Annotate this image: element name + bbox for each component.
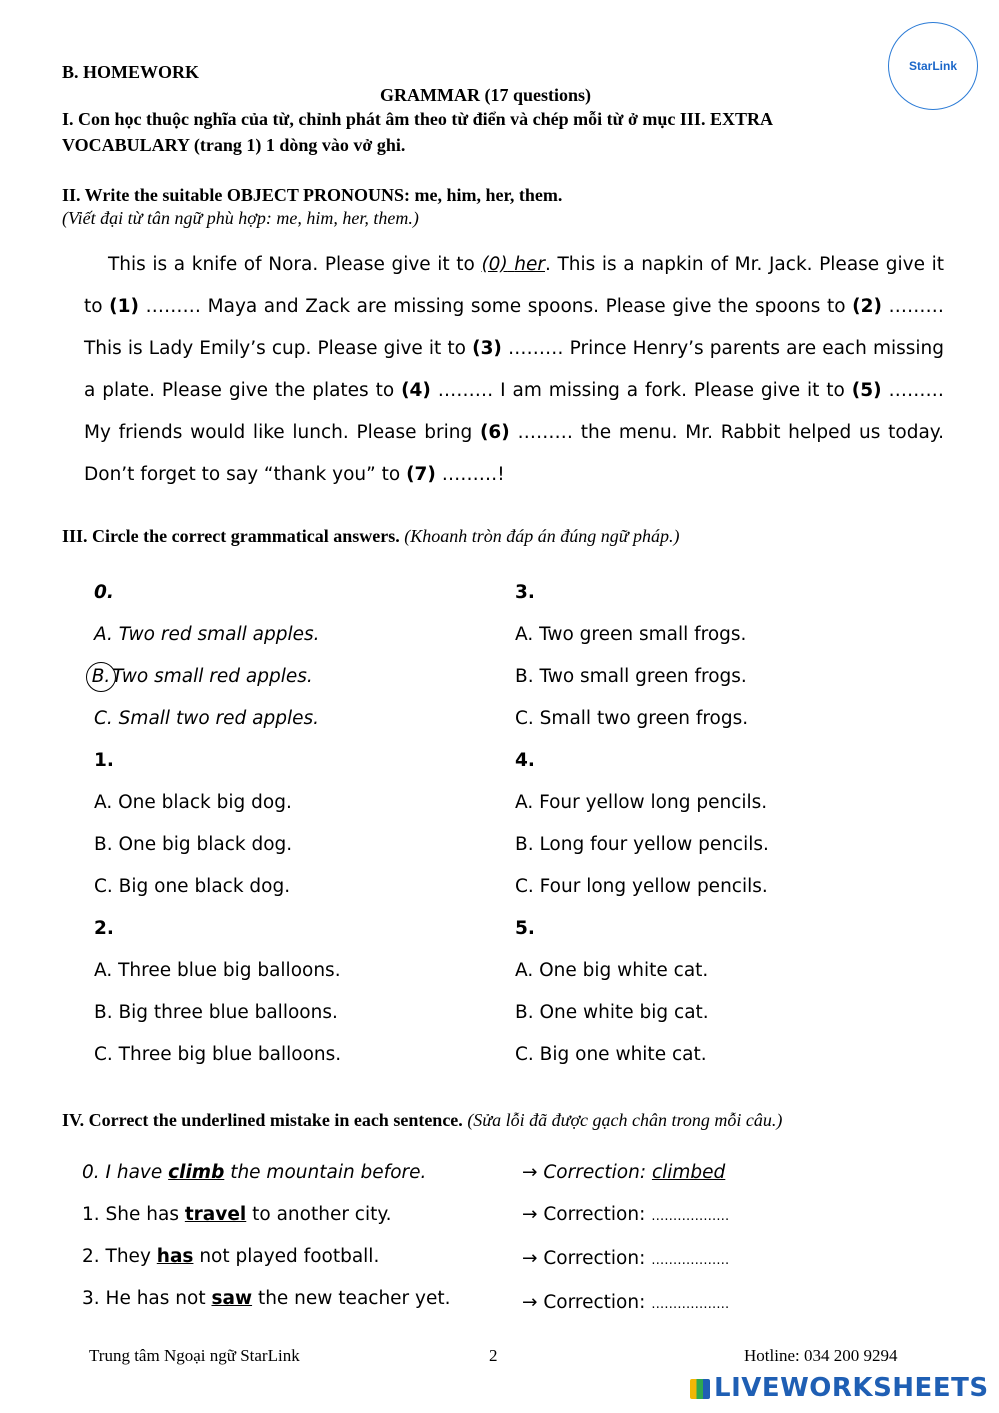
blank-1[interactable]: ……… Maya and Zack are missing some spoons. Please give the spoons to (138, 296, 853, 317)
blank-4[interactable]: ……… I am missing a fork. Please give it to (430, 380, 852, 401)
starlink-logo (888, 22, 978, 110)
corrections (522, 1152, 822, 1326)
section-heading: B. HOMEWORK (62, 62, 200, 82)
mistake-2: has (156, 1246, 194, 1267)
part3-heading: III. Circle the correct grammatical answers. (Khoanh tròn đáp án đúng ngữ pháp.) (62, 526, 680, 546)
q1-option-c[interactable]: C. Big one black dog. (94, 876, 291, 897)
q4-option-c[interactable]: C. Four long yellow pencils. (515, 876, 768, 897)
q4-option-a[interactable]: A. Four yellow long pencils. (515, 792, 768, 813)
q3-option-c[interactable]: C. Small two green frogs. (515, 708, 749, 729)
mistake-sentences (82, 1152, 502, 1320)
q2-option-a[interactable]: A. Three blue big balloons. (94, 960, 341, 981)
blank-2[interactable]: ……… This is Lady Emily’s cup. Please give it to (84, 296, 945, 359)
part1-line2: VOCABULARY (trang 1) 1 dòng vào vở ghi. (62, 135, 406, 155)
logo-text: StarLink (908, 59, 957, 73)
blank-4-label: (4) (401, 380, 431, 401)
correction-1-input[interactable]: ……………… (651, 1209, 730, 1224)
sentence-3: 3. He has not saw the new teacher yet. (82, 1288, 451, 1309)
correction-2-input[interactable]: ……………… (651, 1253, 730, 1268)
blank-2-label: (2) (852, 296, 882, 317)
blank-7[interactable]: ………! (435, 464, 505, 485)
mistake-1: travel (184, 1204, 247, 1225)
part2-title: II. Write the suitable OBJECT PRONOUNS: me, him, her, them. (62, 185, 563, 205)
part4-heading: IV. Correct the underlined mistake in each sentence. (Sửa lỗi đã được gạch chân trong mỗi câu.) (62, 1110, 783, 1130)
correction-2: → Correction: ……………… (522, 1248, 730, 1269)
q5-option-c[interactable]: C. Big one white cat. (515, 1044, 707, 1065)
q3-option-b[interactable]: B. Two small green frogs. (515, 666, 747, 687)
blank-6[interactable]: ……… the menu. Mr. Rabbit helped us today. Don’t forget to say “thank you” to (84, 422, 944, 485)
q0-option-c[interactable]: C. Small two red apples. (94, 708, 319, 729)
blank-7-label: (7) (406, 464, 436, 485)
q5-option-a[interactable]: A. One big white cat. (515, 960, 709, 981)
q3-option-a[interactable]: A. Two green small frogs. (515, 624, 747, 645)
sentence-1: 1. She has travel to another city. (82, 1204, 392, 1225)
q2-option-c[interactable]: C. Three big blue balloons. (94, 1044, 342, 1065)
grammar-title: GRAMMAR (17 questions) (380, 85, 591, 105)
q0-option-b[interactable]: B.Two small red apples. (94, 656, 341, 698)
answer-circle: B. (86, 662, 116, 692)
correction-0: → Correction: climbed (522, 1162, 726, 1183)
liveworksheets-watermark: LIVEWORKSHEETS (690, 1373, 989, 1403)
blank-5[interactable]: ……… My friends would like lunch. Please bring (84, 380, 944, 443)
sentence-2: 2. They has not played football. (82, 1246, 380, 1267)
pronoun-paragraph: This is a knife of Nora. Please give it to (0) her. This is a napkin of Mr. Jack. Please give it to (1) ……… Maya and Zack are missing some spoons. Please give the spoons to (2) ……… This is Lady Emily’s cup. Please give it to (3) ……… Prince Henry’s parents are each missing a plate. Please give the plates to (4) ……… I am missing a fork. Please give it to (5) ……… My friends would like lunch. Please bring (6) ……… the menu. Mr. Rabbit helped us today. Don’t forget to say “thank you” to (7) ………! (84, 254, 945, 485)
part2-subtitle: (Viết đại từ tân ngữ phù hợp: me, him, her, them.) (62, 208, 419, 228)
q1-number: 1. (94, 750, 114, 771)
questions-left-column (91, 572, 342, 1076)
footer-center-name: Trung tâm Ngoại ngữ StarLink (89, 1346, 300, 1365)
liveworksheets-logo-icon (690, 1379, 710, 1399)
q2-option-b[interactable]: B. Big three blue balloons. (94, 1002, 338, 1023)
q4-number: 4. (515, 750, 535, 771)
q5-number: 5. (515, 918, 535, 939)
blank-1-label: (1) (109, 296, 139, 317)
mistake-3: saw (211, 1288, 253, 1309)
footer-page-number: 2 (489, 1346, 498, 1365)
blank-6-label: (6) (479, 422, 510, 443)
q3-number: 3. (515, 582, 535, 603)
blank-3-label: (3) (472, 338, 502, 359)
q0-option-a[interactable]: A. Two red small apples. (94, 624, 320, 645)
correction-0-value: climbed (651, 1162, 726, 1183)
q1-option-b[interactable]: B. One big black dog. (94, 834, 293, 855)
part1-line1: I. Con học thuộc nghĩa của từ, chỉnh phát âm theo từ điển và chép mỗi từ ở mục III. EXTRA (62, 109, 773, 129)
q2-number: 2. (94, 918, 114, 939)
answer-0: her (514, 254, 545, 275)
correction-3-input[interactable]: ……………… (651, 1297, 730, 1312)
questions-right-column (515, 572, 769, 1076)
q1-option-a[interactable]: A. One black big dog. (94, 792, 292, 813)
q0-number: 0. (94, 582, 114, 603)
blank-5-label: (5) (851, 380, 882, 401)
correction-3: → Correction: ……………… (522, 1292, 730, 1313)
mistake-0: climb (168, 1162, 225, 1183)
sentence-0: 0. I have climb the mountain before. (82, 1162, 427, 1183)
blank-3[interactable]: ……… Prince Henry’s parents are each missing a plate. Please give the plates to (84, 338, 944, 401)
footer-hotline: Hotline: 034 200 9294 (744, 1346, 898, 1365)
correction-1: → Correction: ……………… (522, 1204, 730, 1225)
q5-option-b[interactable]: B. One white big cat. (515, 1002, 709, 1023)
q4-option-b[interactable]: B. Long four yellow pencils. (515, 834, 769, 855)
